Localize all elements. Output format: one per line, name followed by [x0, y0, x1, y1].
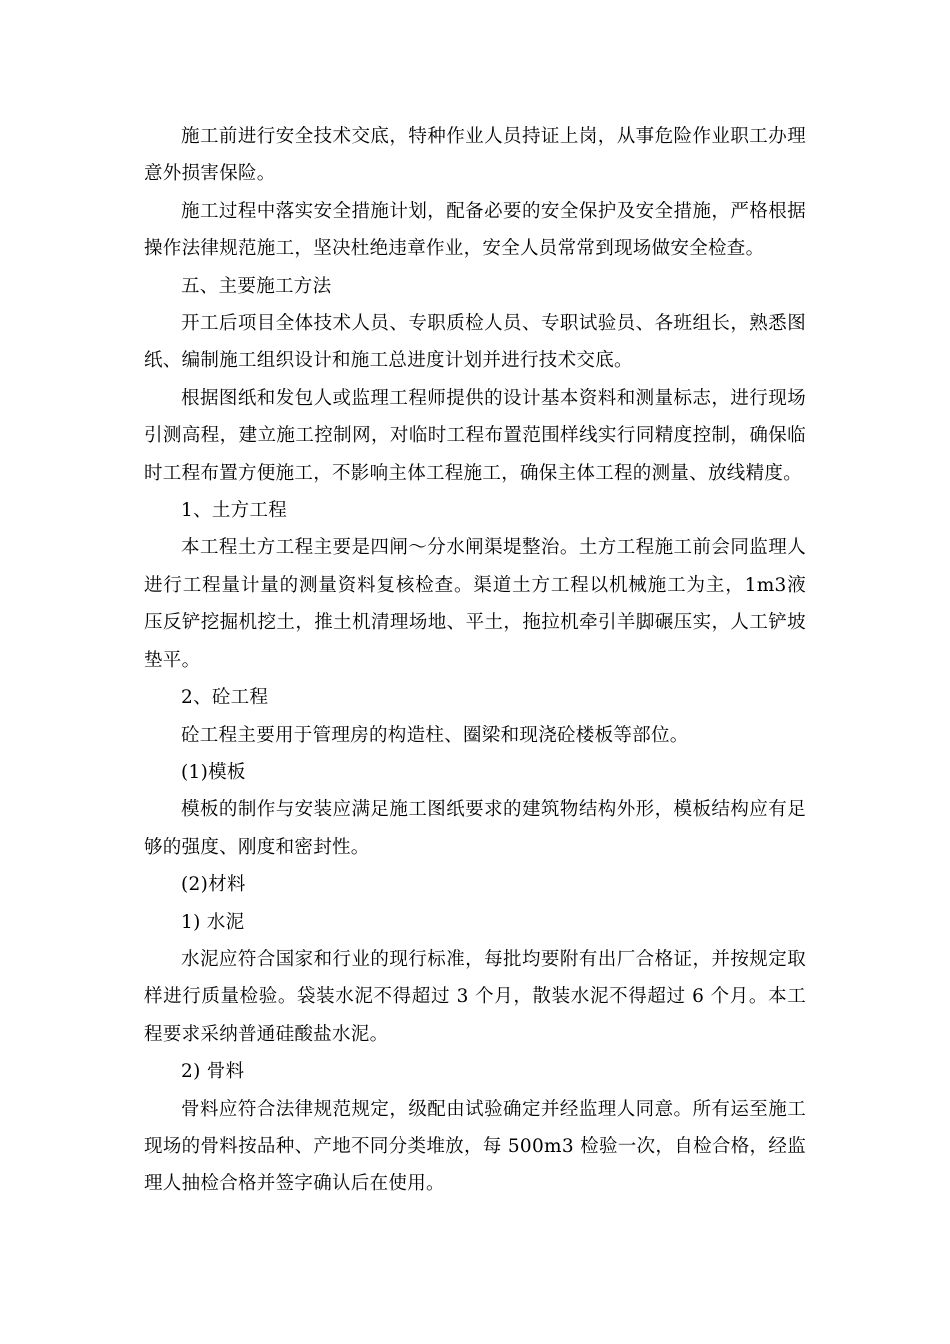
document-body: [144, 118, 806, 1203]
paragraph-aggregate: 骨料应符合法律规范规定，级配由试验确定并经监理人同意。所有运至施工现场的骨料按品种、产地不同分类堆放，每 500m3 检验一次，自检合格，经监理人抽检合格并签字确认后在使用。: [144, 1098, 806, 1195]
subheading-cement: 1) 水泥: [181, 911, 245, 933]
paragraph-survey-control: 根据图纸和发包人或监理工程师提供的设计基本资料和测量标志，进行现场引测高程，建立施工控制网，对临时工程布置范围样线实行同精度控制，确保临时工程布置方便施工，不影响主体工程施工，确保主体工程的测量、放线精度。: [144, 387, 806, 484]
subheading-earthwork: 1、土方工程: [181, 500, 288, 522]
paragraph-formwork: 模板的制作与安装应满足施工图纸要求的建筑物结构外形，模板结构应有足够的强度、刚度和密封性。: [144, 799, 806, 858]
subheading-concrete: 2、砼工程: [181, 687, 269, 709]
paragraph-earthwork: 本工程土方工程主要是四闸～分水闸渠堤整治。土方工程施工前会同监理人进行工程量计量的测量资料复核检查。渠道土方工程以机械施工为主，1m3液压反铲挖掘机挖土，推土机清理场地、平土，拖拉机牵引羊脚碾压实，人工铲坡垫平。: [144, 537, 806, 671]
subheading-aggregate: 2) 骨料: [181, 1061, 245, 1083]
section-heading-main-methods: 五、主要施工方法: [181, 275, 332, 297]
subheading-formwork: (1)模板: [181, 761, 246, 783]
paragraph-safety-briefing: 施工前进行安全技术交底，特种作业人员持证上岗，从事危险作业职工办理意外损害保险。: [144, 126, 806, 185]
paragraph-concrete-usage: 砼工程主要用于管理房的构造柱、圈梁和现浇砼楼板等部位。: [181, 724, 689, 746]
paragraph-cement: 水泥应符合国家和行业的现行标准，每批均要附有出厂合格证，并按规定取样进行质量检验。袋装水泥不得超过 3 个月，散装水泥不得超过 6 个月。本工程要求采纳普通硅酸盐水泥。: [144, 948, 806, 1045]
paragraph-technical-briefing: 开工后项目全体技术人员、专职质检人员、专职试验员、各班组长，熟悉图纸、编制施工组织设计和施工总进度计划并进行技术交底。: [144, 313, 806, 372]
subheading-materials: (2)材料: [181, 874, 246, 896]
paragraph-safety-measures: 施工过程中落实安全措施计划，配备必要的安全保护及安全措施，严格根据操作法律规范施工，坚决杜绝违章作业，安全人员常常到现场做安全检查。: [144, 200, 806, 260]
